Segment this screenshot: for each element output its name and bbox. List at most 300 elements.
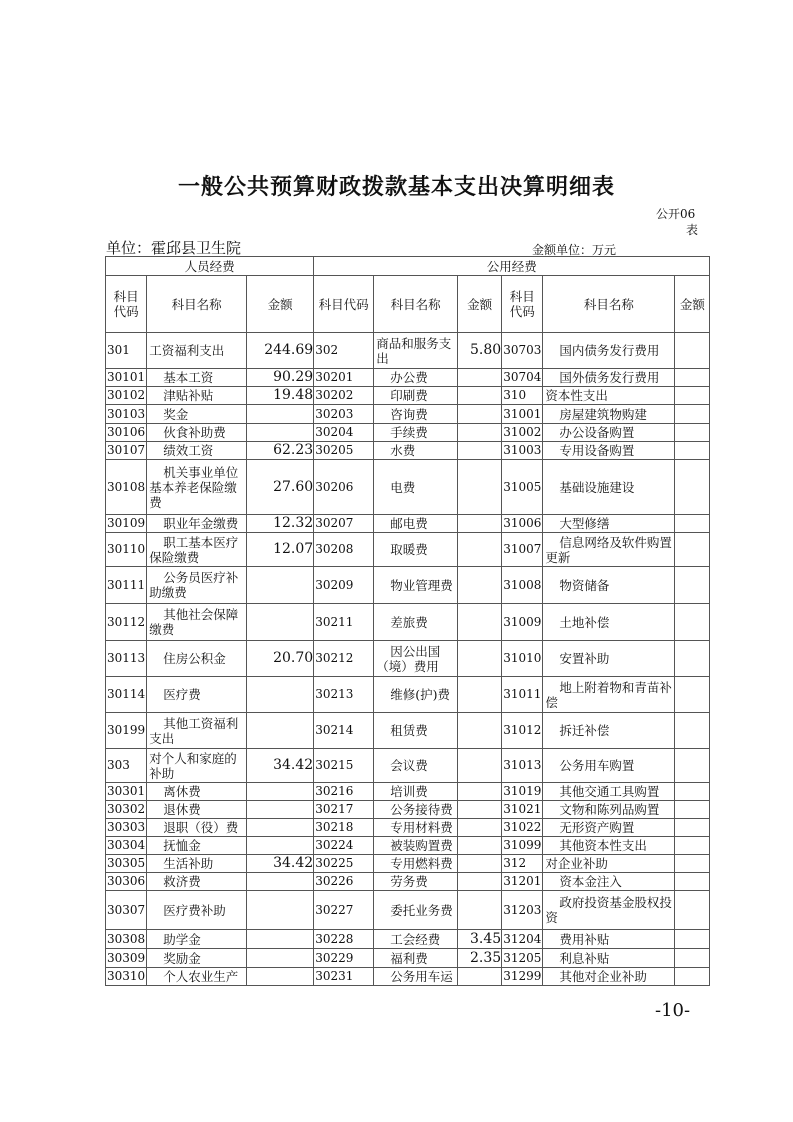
cell-code bbox=[106, 801, 147, 819]
table-row bbox=[106, 424, 710, 442]
cell-text: 文物和陈列品购置 bbox=[559, 802, 660, 817]
cell-code bbox=[502, 783, 543, 801]
cell-code bbox=[502, 515, 543, 533]
cell-text: 救济费 bbox=[163, 874, 201, 889]
cell-text: 专用材料费 bbox=[390, 820, 453, 835]
cell-text: 委托业务费 bbox=[390, 902, 453, 918]
cell-text: 离休费 bbox=[163, 784, 201, 799]
cell-text: 30215 bbox=[315, 758, 354, 772]
cell-text: 30208 bbox=[315, 542, 354, 556]
cell-text: 312 bbox=[503, 856, 527, 870]
cell-code bbox=[106, 387, 147, 405]
cell-text: 医疗费补助 bbox=[163, 902, 226, 918]
cell-code bbox=[502, 949, 543, 968]
cell-text: 其他工资福利支出 bbox=[149, 715, 239, 746]
cell-amount bbox=[458, 515, 502, 533]
cell-text: 30110 bbox=[107, 542, 146, 556]
cell-name bbox=[543, 369, 675, 387]
cell-code bbox=[502, 819, 543, 837]
cell-code bbox=[106, 677, 147, 713]
cell-amount bbox=[458, 873, 502, 891]
cell-text: 基础设施建设 bbox=[559, 479, 635, 495]
cell-code bbox=[106, 460, 147, 515]
cell-text: 印刷费 bbox=[390, 388, 428, 403]
cell-amount bbox=[458, 387, 502, 405]
cell-text: 301 bbox=[107, 343, 130, 357]
cell-text: 利息补贴 bbox=[559, 950, 610, 966]
cell-code bbox=[314, 424, 374, 442]
cell-text: 职工基本医疗保险缴费 bbox=[149, 534, 239, 565]
cell-text: 30305 bbox=[107, 856, 146, 870]
cell-text: 31205 bbox=[503, 950, 542, 965]
cell-name bbox=[543, 891, 675, 930]
cell-text: 30229 bbox=[315, 950, 354, 965]
cell-name bbox=[543, 855, 675, 873]
column-header: 科目名称 bbox=[543, 276, 675, 333]
cell-amount bbox=[675, 749, 710, 783]
cell-code bbox=[314, 369, 374, 387]
cell-text: 商品和服务支出 bbox=[376, 335, 452, 366]
cell-amount bbox=[458, 405, 502, 424]
cell-code bbox=[106, 533, 147, 567]
cell-text: 31022 bbox=[503, 820, 542, 834]
cell-text: 土地补偿 bbox=[559, 614, 610, 630]
cell-text: 工会经费 bbox=[390, 931, 441, 947]
cell-amount bbox=[247, 604, 314, 641]
cell-name bbox=[543, 641, 675, 677]
cell-amount bbox=[458, 460, 502, 515]
cell-amount bbox=[675, 567, 710, 604]
cell-name bbox=[374, 533, 458, 567]
cell-name bbox=[147, 604, 247, 641]
table-row bbox=[106, 567, 710, 604]
cell-text: 31201 bbox=[503, 874, 542, 888]
cell-amount bbox=[247, 369, 314, 387]
cell-name bbox=[374, 369, 458, 387]
cell-text: 房屋建筑物购建 bbox=[559, 406, 647, 422]
cell-text: 手续费 bbox=[390, 425, 428, 440]
cell-code bbox=[502, 713, 543, 749]
cell-text: 公务用车购置 bbox=[559, 758, 635, 773]
cell-text: 绩效工资 bbox=[163, 443, 214, 458]
cell-code bbox=[502, 567, 543, 604]
cell-name bbox=[374, 891, 458, 930]
cell-name bbox=[147, 783, 247, 801]
cell-text: 伙食补助费 bbox=[163, 425, 226, 440]
cell-text: 30199 bbox=[107, 723, 146, 737]
cell-text: 资本金注入 bbox=[559, 874, 622, 889]
cell-text: 奖金 bbox=[163, 406, 189, 422]
cell-name bbox=[543, 387, 675, 405]
group-header-row bbox=[106, 257, 710, 276]
cell-name bbox=[147, 641, 247, 677]
cell-text: 信息网络及软件购置更新 bbox=[545, 534, 672, 565]
cell-text: 基本工资 bbox=[163, 370, 214, 385]
cell-text: 31010 bbox=[503, 651, 542, 665]
cell-amount bbox=[675, 837, 710, 855]
cell-amount bbox=[675, 819, 710, 837]
cell-code bbox=[502, 968, 543, 986]
cell-code bbox=[502, 677, 543, 713]
cell-name bbox=[374, 968, 458, 986]
cell-text: 30308 bbox=[107, 931, 146, 946]
currency-unit: 金额单位：万元 bbox=[532, 243, 617, 257]
table-row bbox=[106, 533, 710, 567]
cell-text: 31099 bbox=[503, 838, 542, 852]
cell-name bbox=[147, 442, 247, 460]
cell-text: 抚恤金 bbox=[163, 838, 201, 853]
cell-code bbox=[502, 891, 543, 930]
cell-code bbox=[314, 604, 374, 641]
cell-code bbox=[314, 891, 374, 930]
column-header: 金额 bbox=[247, 276, 314, 333]
cell-code bbox=[502, 333, 543, 369]
table-row bbox=[106, 749, 710, 783]
cell-amount bbox=[247, 819, 314, 837]
cell-amount bbox=[458, 333, 502, 369]
cell-text: 12.32 bbox=[273, 515, 314, 531]
cell-text: 退职（役）费 bbox=[163, 820, 239, 835]
cell-text: 职业年金缴费 bbox=[163, 516, 239, 531]
cell-text: 31003 bbox=[503, 443, 542, 457]
cell-name bbox=[543, 801, 675, 819]
cell-name bbox=[147, 460, 247, 515]
cell-text: 地上附着物和青苗补偿 bbox=[545, 679, 672, 710]
cell-name bbox=[147, 405, 247, 424]
cell-name bbox=[543, 713, 675, 749]
cell-code bbox=[314, 819, 374, 837]
cell-amount bbox=[458, 713, 502, 749]
cell-text: 31299 bbox=[503, 969, 542, 983]
cell-name bbox=[543, 604, 675, 641]
cell-name bbox=[543, 930, 675, 949]
cell-text: 住房公积金 bbox=[163, 651, 226, 666]
cell-amount bbox=[458, 783, 502, 801]
cell-code bbox=[106, 968, 147, 986]
cell-name bbox=[147, 333, 247, 369]
group-header-public: 公用经费 bbox=[314, 257, 710, 276]
cell-code bbox=[314, 837, 374, 855]
page-number: -10- bbox=[655, 1000, 691, 1021]
cell-name bbox=[374, 333, 458, 369]
cell-amount bbox=[247, 533, 314, 567]
cell-name bbox=[543, 873, 675, 891]
cell-amount bbox=[458, 369, 502, 387]
cell-text: 31005 bbox=[503, 479, 542, 494]
cell-text: 工资福利支出 bbox=[149, 343, 225, 358]
table-row bbox=[106, 837, 710, 855]
column-header: 科目代码 bbox=[314, 276, 374, 333]
cell-code bbox=[502, 442, 543, 460]
cell-text: 奖励金 bbox=[163, 950, 201, 966]
cell-text: 31203 bbox=[503, 902, 542, 917]
cell-code bbox=[106, 837, 147, 855]
cell-name bbox=[543, 333, 675, 369]
table-row bbox=[106, 819, 710, 837]
table-row bbox=[106, 677, 710, 713]
cell-name bbox=[147, 515, 247, 533]
cell-code bbox=[106, 930, 147, 949]
cell-code bbox=[502, 873, 543, 891]
cell-amount bbox=[247, 930, 314, 949]
cell-name bbox=[543, 460, 675, 515]
cell-name bbox=[543, 567, 675, 604]
cell-text: 医疗费 bbox=[163, 687, 201, 702]
cell-text: 30209 bbox=[315, 577, 354, 592]
cell-name bbox=[543, 405, 675, 424]
cell-amount bbox=[247, 641, 314, 677]
cell-text: 31001 bbox=[503, 406, 542, 421]
cell-code bbox=[314, 801, 374, 819]
cell-text: 公务用车运 bbox=[390, 969, 453, 984]
cell-name bbox=[374, 424, 458, 442]
expenditure-table bbox=[105, 256, 710, 986]
cell-code bbox=[502, 533, 543, 567]
cell-text: 30704 bbox=[503, 370, 542, 384]
cell-amount bbox=[675, 949, 710, 968]
cell-text: 邮电费 bbox=[390, 516, 428, 531]
cell-code bbox=[502, 405, 543, 424]
cell-code bbox=[314, 873, 374, 891]
cell-amount bbox=[247, 855, 314, 873]
cell-code bbox=[106, 442, 147, 460]
cell-name bbox=[374, 641, 458, 677]
cell-text: 303 bbox=[107, 758, 130, 772]
cell-code bbox=[106, 891, 147, 930]
cell-text: 30206 bbox=[315, 479, 354, 494]
cell-code bbox=[106, 567, 147, 604]
cell-code bbox=[106, 713, 147, 749]
table-row bbox=[106, 891, 710, 930]
form-number: 公开06 bbox=[656, 207, 696, 221]
cell-name bbox=[543, 968, 675, 986]
cell-text: 劳务费 bbox=[390, 874, 428, 889]
cell-text: 30205 bbox=[315, 443, 354, 457]
cell-text: 国外债务发行费用 bbox=[559, 370, 660, 385]
cell-text: 公务接待费 bbox=[390, 802, 453, 817]
cell-text: 30304 bbox=[107, 838, 146, 852]
cell-code bbox=[502, 424, 543, 442]
cell-text: 国内债务发行费用 bbox=[559, 343, 660, 358]
cell-text: 30217 bbox=[315, 802, 354, 816]
cell-amount bbox=[458, 749, 502, 783]
cell-text: 30301 bbox=[107, 784, 146, 798]
cell-text: 30202 bbox=[315, 388, 354, 402]
cell-code bbox=[314, 968, 374, 986]
cell-text: 30207 bbox=[315, 516, 354, 530]
cell-amount bbox=[675, 873, 710, 891]
cell-name bbox=[374, 819, 458, 837]
cell-amount bbox=[675, 460, 710, 515]
cell-text: 津贴补贴 bbox=[163, 388, 214, 403]
cell-text: 其他交通工具购置 bbox=[559, 784, 660, 799]
reporting-unit: 单位：霍邱县卫生院 bbox=[106, 239, 242, 257]
cell-text: 30225 bbox=[315, 856, 354, 870]
cell-text: 5.80 bbox=[470, 342, 502, 358]
cell-text: 62.23 bbox=[273, 442, 314, 458]
cell-code bbox=[502, 930, 543, 949]
cell-text: 31008 bbox=[503, 577, 542, 592]
cell-code bbox=[502, 855, 543, 873]
cell-name bbox=[374, 930, 458, 949]
cell-code bbox=[314, 930, 374, 949]
table-row bbox=[106, 460, 710, 515]
cell-amount bbox=[247, 891, 314, 930]
cell-name bbox=[374, 515, 458, 533]
cell-text: 办公设备购置 bbox=[559, 425, 635, 440]
cell-text: 公务员医疗补助缴费 bbox=[149, 570, 239, 600]
cell-text: 助学金 bbox=[163, 931, 201, 947]
cell-code bbox=[502, 460, 543, 515]
cell-text: 个人农业生产 bbox=[163, 969, 239, 984]
cell-text: 30103 bbox=[107, 406, 146, 421]
cell-text: 30101 bbox=[107, 370, 146, 384]
cell-text: 维修(护)费 bbox=[390, 687, 450, 702]
cell-text: 30114 bbox=[107, 687, 146, 701]
cell-amount bbox=[247, 837, 314, 855]
cell-name bbox=[374, 837, 458, 855]
cell-text: 租赁费 bbox=[390, 723, 428, 738]
table-row bbox=[106, 968, 710, 986]
table-row bbox=[106, 604, 710, 641]
cell-text: 30108 bbox=[107, 479, 146, 494]
cell-text: 培训费 bbox=[390, 784, 428, 799]
table-row bbox=[106, 405, 710, 424]
cell-text: 31012 bbox=[503, 723, 542, 737]
cell-text: 30203 bbox=[315, 406, 354, 421]
cell-code bbox=[106, 783, 147, 801]
cell-text: 拆迁补偿 bbox=[559, 723, 610, 738]
cell-amount bbox=[675, 515, 710, 533]
cell-text: 27.60 bbox=[273, 478, 314, 495]
cell-amount bbox=[458, 442, 502, 460]
cell-text: 政府投资基金股权投资 bbox=[545, 895, 672, 925]
cell-amount bbox=[247, 424, 314, 442]
cell-name bbox=[543, 677, 675, 713]
column-header: 科目代码 bbox=[502, 276, 543, 333]
cell-name bbox=[147, 855, 247, 873]
cell-text: 31006 bbox=[503, 516, 542, 530]
cell-amount bbox=[675, 641, 710, 677]
cell-name bbox=[543, 837, 675, 855]
cell-amount bbox=[247, 783, 314, 801]
column-header: 金额 bbox=[458, 276, 502, 333]
cell-text: 30112 bbox=[107, 614, 146, 629]
cell-code bbox=[502, 369, 543, 387]
cell-name bbox=[147, 387, 247, 405]
cell-code bbox=[106, 604, 147, 641]
cell-text: 30204 bbox=[315, 425, 354, 439]
cell-name bbox=[374, 801, 458, 819]
cell-code bbox=[106, 424, 147, 442]
cell-name bbox=[543, 424, 675, 442]
cell-amount bbox=[675, 677, 710, 713]
cell-text: 30224 bbox=[315, 838, 354, 852]
column-header: 科目名称 bbox=[147, 276, 247, 333]
cell-text: 31011 bbox=[503, 687, 542, 701]
cell-text: 因公出国（境）费用 bbox=[376, 643, 441, 674]
cell-code bbox=[314, 515, 374, 533]
column-header: 金额 bbox=[675, 276, 710, 333]
cell-text: 30703 bbox=[503, 343, 542, 357]
cell-text: 30302 bbox=[107, 802, 146, 816]
cell-text: 30306 bbox=[107, 874, 146, 888]
group-header-personnel: 人员经费 bbox=[106, 257, 314, 276]
cell-text: 30211 bbox=[315, 614, 354, 629]
table-row bbox=[106, 783, 710, 801]
cell-text: 30218 bbox=[315, 820, 354, 834]
cell-name bbox=[374, 713, 458, 749]
cell-text: 31013 bbox=[503, 758, 542, 772]
cell-text: 310 bbox=[503, 388, 527, 402]
cell-amount bbox=[675, 968, 710, 986]
cell-text: 30226 bbox=[315, 874, 354, 888]
cell-text: 30216 bbox=[315, 784, 354, 798]
cell-text: 30212 bbox=[315, 651, 354, 665]
cell-amount bbox=[675, 424, 710, 442]
cell-code bbox=[314, 855, 374, 873]
cell-name bbox=[543, 533, 675, 567]
cell-amount bbox=[458, 819, 502, 837]
table-row bbox=[106, 333, 710, 369]
cell-amount bbox=[675, 533, 710, 567]
table-row bbox=[106, 713, 710, 749]
cell-text: 19.48 bbox=[273, 387, 314, 403]
cell-text: 物资储备 bbox=[559, 577, 610, 593]
cell-text: 会议费 bbox=[390, 758, 428, 773]
cell-text: 费用补贴 bbox=[559, 931, 610, 947]
cell-name bbox=[147, 949, 247, 968]
cell-text: 其他社会保障缴费 bbox=[149, 607, 239, 637]
table-row bbox=[106, 442, 710, 460]
form-number-suffix: 表 bbox=[686, 223, 699, 237]
cell-code bbox=[502, 387, 543, 405]
cell-text: 差旅费 bbox=[390, 614, 428, 630]
cell-code bbox=[502, 604, 543, 641]
cell-name bbox=[374, 873, 458, 891]
cell-code bbox=[502, 837, 543, 855]
cell-code bbox=[314, 442, 374, 460]
cell-name bbox=[543, 515, 675, 533]
cell-amount bbox=[675, 442, 710, 460]
cell-amount bbox=[458, 930, 502, 949]
cell-amount bbox=[675, 891, 710, 930]
cell-text: 资本性支出 bbox=[545, 388, 608, 403]
cell-code bbox=[314, 641, 374, 677]
cell-text: 安置补助 bbox=[559, 651, 610, 666]
cell-name bbox=[374, 949, 458, 968]
table-row bbox=[106, 801, 710, 819]
cell-code bbox=[106, 949, 147, 968]
cell-name bbox=[374, 387, 458, 405]
cell-amount bbox=[247, 749, 314, 783]
cell-amount bbox=[675, 604, 710, 641]
cell-text: 专用燃料费 bbox=[390, 856, 453, 871]
cell-name bbox=[147, 968, 247, 986]
cell-text: 物业管理费 bbox=[390, 577, 453, 593]
cell-text: 被装购置费 bbox=[390, 838, 453, 853]
cell-name bbox=[374, 460, 458, 515]
cell-text: 对个人和家庭的补助 bbox=[149, 750, 237, 781]
cell-code bbox=[314, 333, 374, 369]
cell-name bbox=[374, 749, 458, 783]
cell-amount bbox=[675, 801, 710, 819]
cell-name bbox=[543, 783, 675, 801]
cell-text: 机关事业单位基本养老保险缴费 bbox=[149, 464, 239, 510]
cell-name bbox=[147, 891, 247, 930]
cell-text: 30307 bbox=[107, 902, 146, 917]
cell-text: 30106 bbox=[107, 425, 146, 439]
